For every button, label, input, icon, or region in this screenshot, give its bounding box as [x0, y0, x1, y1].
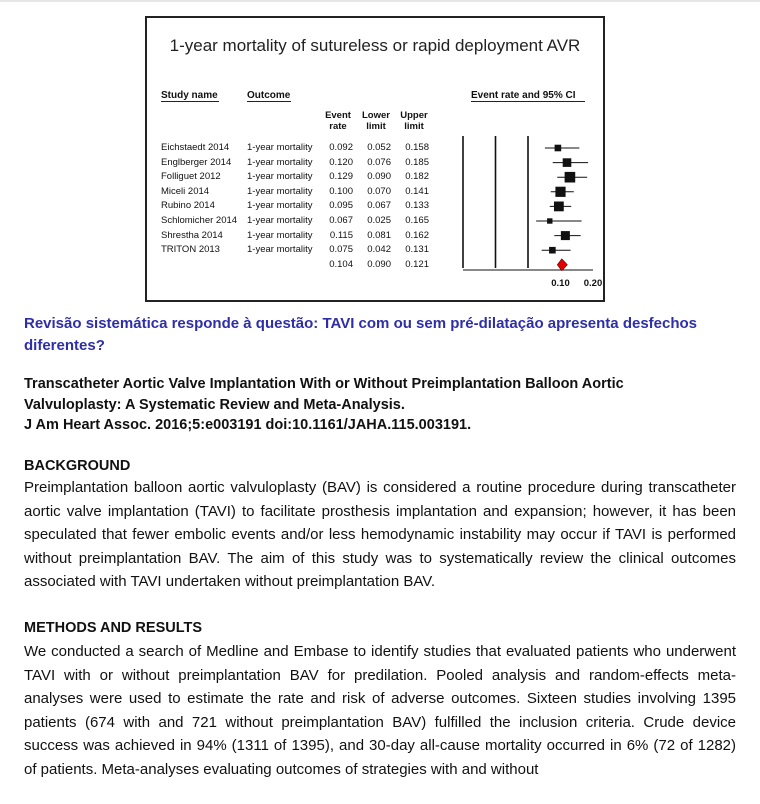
pooled-lower-cell: 0.090 [367, 258, 391, 270]
question-heading: Revisão sistemática responde à questão: TAVI com ou sem pré-dilatação apresenta desfechos diferentes? [24, 315, 698, 354]
point-estimate-marker [555, 187, 565, 197]
study-name-cell: Shrestha 2014 [161, 229, 223, 241]
outcome-cell: 1-year mortality [247, 200, 313, 212]
outcome-header: Outcome [247, 90, 291, 101]
point-estimate-marker [565, 172, 576, 183]
lower-limit-cell: 0.070 [367, 185, 391, 197]
methods-title: METHODS AND RESULTS [24, 620, 203, 636]
study-name-cell: Englberger 2014 [161, 156, 232, 168]
background-paragraph: Preimplantation balloon aortic valvuloplasty (BAV) is considered a routine procedure during transcatheter aortic valve implantation (TAVI) to facilitate prosthesis implantation and expansion; however, it has been speculated that fewer embolic events and/or less hemodynamic instability may occur if TAVI is performed without preimplantation BAV. The aim of this study was to systematically review the clinical outcomes associated with TAVI undertaken without preimplantation BAV. [24, 479, 736, 590]
pooled-diamond [557, 259, 567, 271]
upper-limit-header-bottom: limit [404, 121, 424, 132]
lower-limit-cell: 0.052 [367, 142, 391, 153]
methods-paragraph: We conducted a search of Medline and Embase to identify studies that evaluated patients who underwent TAVI with or without preimplantation BAV for predilation. Pooled analysis and random-effects meta-analyses were used to estimate the rate and risk of adverse outcomes. Sixteen studies involving 1395 patients (674 with and 721 without preimplantation BAV) fulfilled the inclusion criteria. Crude device success was achieved in 94% (1311 of 1395), and 30-day all-cause mortality occurred in 6% (72 of 1282) of patients. Meta-analyses evaluating outcomes of strategies with and without [24, 643, 736, 778]
point-estimate-marker [563, 158, 572, 167]
event-rate-cell: 0.075 [329, 244, 353, 256]
study-name-cell: Rubino 2014 [161, 200, 215, 212]
reference-line-3: J Am Heart Assoc. 2016;5:e003191 doi:10.1161/JAHA.115.003191. [24, 417, 472, 433]
upper-limit-cell: 0.182 [405, 171, 429, 183]
pooled-upper-cell: 0.121 [405, 258, 429, 270]
point-estimate-marker [554, 202, 564, 212]
article-reference [24, 374, 744, 436]
top-divider [0, 0, 760, 2]
lower-limit-cell: 0.076 [367, 156, 391, 168]
event-rate-cell: 0.120 [329, 156, 353, 168]
event-rate-cell: 0.129 [329, 171, 353, 183]
outcome-cell: 1-year mortality [247, 171, 313, 183]
study-name-cell: Miceli 2014 [161, 185, 210, 197]
forest-plot-figure [145, 16, 605, 302]
axis-tick-label: 0.20 [583, 278, 603, 289]
lower-limit-cell: 0.090 [367, 171, 391, 183]
upper-limit-cell: 0.133 [405, 200, 429, 212]
upper-limit-cell: 0.165 [405, 215, 429, 226]
study-name-cell: Folliguet 2012 [161, 171, 221, 183]
pooled-rate-cell: 0.104 [329, 258, 353, 270]
outcome-cell: 1-year mortality [247, 229, 313, 241]
plot-header: Event rate and 95% CI [471, 90, 576, 101]
study-name-cell: Eichstaedt 2014 [161, 142, 230, 153]
study-name-cell: Schlomicher 2014 [161, 215, 238, 226]
lower-limit-header-top: Lower [362, 110, 390, 121]
outcome-cell: 1-year mortality [247, 185, 313, 197]
study-name-header: Study name [161, 90, 218, 101]
forest-plot-canvas [147, 18, 603, 300]
event-rate-cell: 0.100 [329, 185, 353, 197]
upper-limit-header-top: Upper [400, 110, 428, 121]
lower-limit-cell: 0.067 [367, 200, 391, 212]
outcome-cell: 1-year mortality [247, 142, 313, 153]
event-rate-header-top: Event [325, 110, 351, 121]
point-estimate-marker [547, 218, 552, 223]
figure-title: 1-year mortality of sutureless or rapid deployment AVR [169, 36, 581, 55]
upper-limit-cell: 0.185 [405, 156, 429, 168]
event-rate-cell: 0.067 [329, 215, 353, 226]
lower-limit-cell: 0.042 [367, 244, 391, 256]
lower-limit-cell: 0.025 [367, 215, 391, 226]
event-rate-cell: 0.115 [329, 229, 353, 241]
upper-limit-cell: 0.158 [405, 142, 429, 153]
upper-limit-cell: 0.141 [405, 185, 429, 197]
reference-line-1: Transcatheter Aortic Valve Implantation With or Without Preimplantation Balloon Aortic [24, 376, 624, 392]
outcome-cell: 1-year mortality [247, 156, 313, 168]
outcome-cell: 1-year mortality [247, 215, 313, 226]
background-title: BACKGROUND [24, 458, 131, 474]
event-rate-header-bottom: rate [329, 121, 347, 132]
lower-limit-header-bottom: limit [366, 121, 386, 132]
upper-limit-cell: 0.131 [405, 244, 429, 256]
event-rate-cell: 0.092 [329, 142, 353, 153]
lower-limit-cell: 0.081 [367, 229, 391, 241]
reference-line-2: Valvuloplasty: A Systematic Review and Meta-Analysis. [24, 396, 405, 413]
upper-limit-cell: 0.162 [405, 229, 429, 241]
event-rate-cell: 0.095 [329, 200, 353, 212]
outcome-cell: 1-year mortality [247, 244, 313, 256]
point-estimate-marker [555, 145, 562, 152]
axis-tick-label: 0.10 [551, 278, 570, 289]
point-estimate-marker [561, 231, 570, 240]
point-estimate-marker [549, 247, 556, 254]
study-name-cell: TRITON 2013 [161, 244, 220, 256]
